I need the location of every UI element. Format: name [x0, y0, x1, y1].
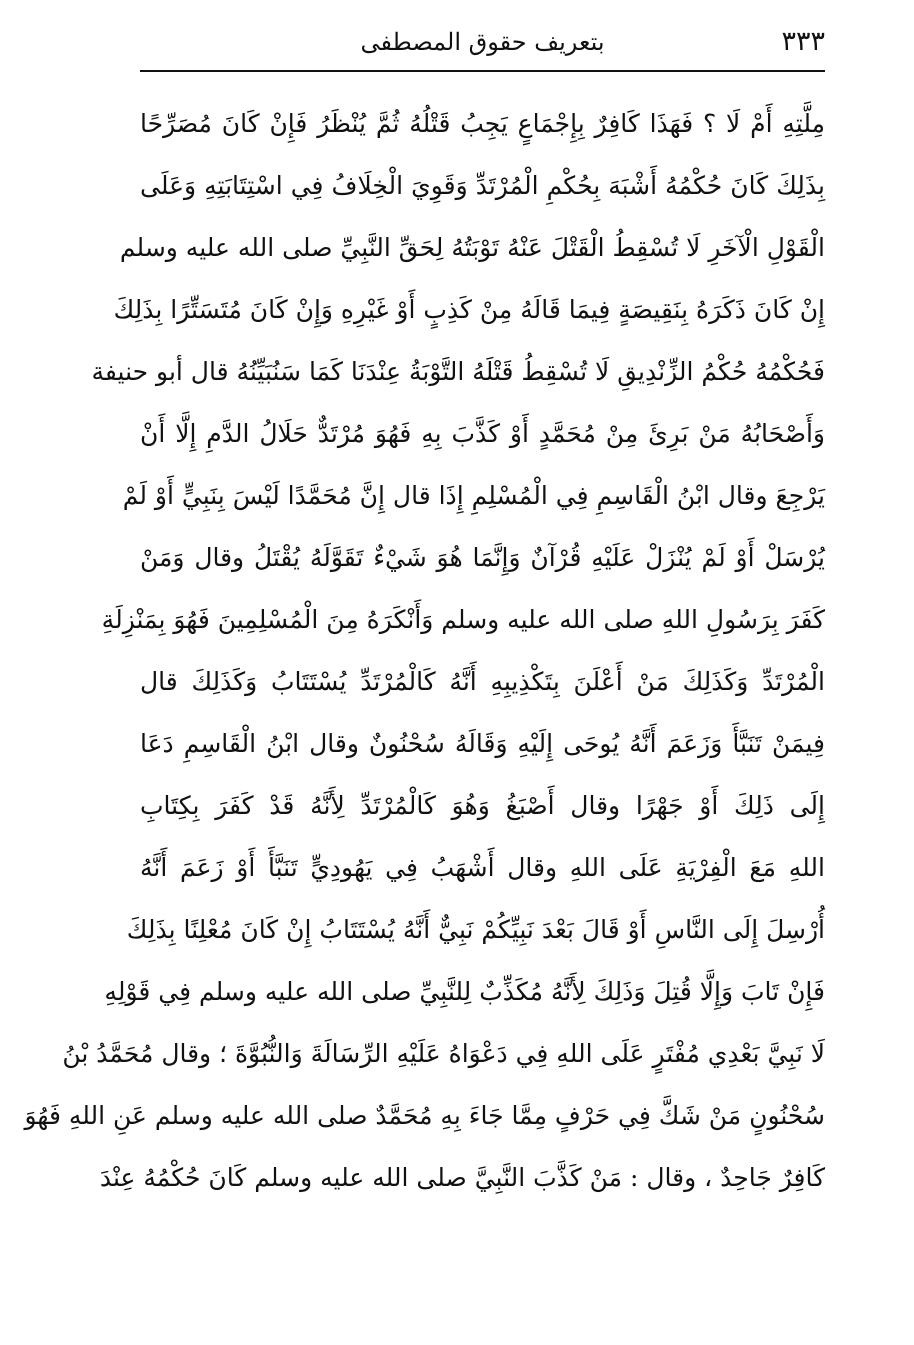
text-line: بِذَلِكَ كَانَ حُكْمُهُ أَشْبَهَ بِحُكْمِ الْمُرْتَدِّ وَقَوِيَ الْخِلَافُ فِي اسْتِتَابَتِهِ وَعَلَى [140, 171, 825, 200]
text-line: كَافِرٌ جَاحِدٌ ، وقال : مَنْ كَذَّبَ النَّبِيَّ صلى الله عليه وسلم كَانَ حُكْمُهُ عِنْدَ [99, 1163, 825, 1192]
header-rule [140, 70, 825, 72]
text-line: إِلَى ذَلِكَ أَوْ جَهْرًا وقال أَصْبَغُ وَهُوَ كَالْمُرْتَدِّ لِأَنَّهُ قَدْ كَفَرَ بِكِتَابِ [140, 791, 825, 820]
text-line: الْمُرْتَدِّ وَكَذَلِكَ مَنْ أَعْلَنَ بِتَكْذِيبِهِ أَنَّهُ كَالْمُرْتَدِّ يُسْتَتَابُ وَكَذَلِكَ قال [140, 667, 825, 696]
text-line: إِنْ كَانَ ذَكَرَهُ بِنَقِيصَةٍ فِيمَا قَالَهُ مِنْ كَذِبٍ أَوْ غَيْرِهِ وَإِنْ كَانَ مُتَسَتِّرًا بِذَلِكَ [113, 295, 825, 324]
text-line: فِيمَنْ تَنَبَّأَ وَزَعَمَ أَنَّهُ يُوحَى إِلَيْهِ وَقَالَهُ سُحْنُونٌ وقال ابْنُ الْقَاسِمِ دَعَا [140, 729, 825, 758]
text-line: سُحْنُونٍ مَنْ شَكَّ فِي حَرْفٍ مِمَّا جَاءَ بِهِ مُحَمَّدٌ صلى الله عليه وسلم عَنِ اللهِ فَهُوَ [24, 1101, 825, 1130]
page-number: ٣٣٣ [781, 26, 825, 57]
text-line: فَحُكْمُهُ حُكْمُ الزِّنْدِيقِ لَا تُسْقِطُ قَتْلَهُ التَّوْبَةُ عِنْدَنَا كَمَا سَنُبَيِّنُهُ قال أبو حنيفة [91, 357, 825, 386]
text-line: مِلَّتِهِ أَمْ لَا ؟ فَهَذَا كَافِرٌ بِإِجْمَاعٍ يَجِبُ قَتْلُهُ ثُمَّ يُنْظَرُ فَإِنْ كَانَ مُصَرِّحًا [140, 109, 825, 138]
text-line: اللهِ مَعَ الْفِرْيَةِ عَلَى اللهِ وقال أَشْهَبُ فِي يَهُودِيٍّ تَنَبَّأَ أَوْ زَعَمَ أَنَّهُ [140, 853, 825, 882]
body-text [24, 93, 825, 1209]
page-header [140, 18, 825, 68]
text-line: كَفَرَ بِرَسُولِ اللهِ صلى الله عليه وسلم وَأَنْكَرَهُ مِنَ الْمُسْلِمِينَ فَهُوَ بِمَنْزِلَةِ [101, 605, 825, 634]
text-line: لَا نَبِيَّ بَعْدِي مُفْتَرٍ عَلَى اللهِ فِي دَعْوَاهُ عَلَيْهِ الرِّسَالَةَ وَالنُّبُوَّةَ ؛ وقال مُحَمَّدُ بْنُ [62, 1039, 825, 1068]
text-line: يُرْسَلْ أَوْ لَمْ يُنْزَلْ عَلَيْهِ قُرْآنٌ وَإِنَّمَا هُوَ شَيْءٌ تَقَوَّلَهُ يُقْتَلُ وقال وَمَنْ [140, 543, 825, 572]
text-line: الْقَوْلِ الْآخَرِ لَا تُسْقِطُ الْقَتْلَ عَنْهُ تَوْبَتُهُ لِحَقِّ النَّبِيِّ صلى الله عليه وسلم [119, 233, 825, 262]
text-line: فَإِنْ تَابَ وَإِلَّا قُتِلَ وَذَلِكَ لِأَنَّهُ مُكَذِّبٌ لِلنَّبِيِّ صلى الله عليه وسلم فِي قَوْلِهِ [104, 977, 825, 1006]
running-title: بتعريف حقوق المصطفى [360, 28, 605, 56]
text-line: يَرْجِعَ وقال ابْنُ الْقَاسِمِ فِي الْمُسْلِمِ إِذَا قال إِنَّ مُحَمَّدًا لَيْسَ بِنَبِيٍّ أَوْ لَمْ [122, 481, 825, 510]
text-line: وَأَصْحَابُهُ مَنْ بَرِئَ مِنْ مُحَمَّدٍ أَوْ كَذَّبَ بِهِ فَهُوَ مُرْتَدٌّ حَلَالُ الدَّمِ إِلَّا أَنْ [140, 419, 825, 448]
text-line: أُرْسِلَ إِلَى النَّاسِ أَوْ قَالَ بَعْدَ نَبِيِّكُمْ نَبِيٌّ أَنَّهُ يُسْتَتَابُ إِنْ كَانَ مُعْلِنًا بِذَلِكَ [126, 915, 825, 944]
